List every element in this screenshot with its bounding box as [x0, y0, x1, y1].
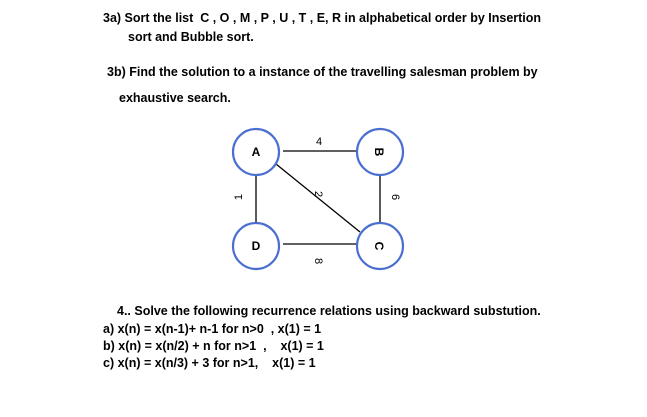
edge-d-c-weight: 8 [312, 257, 324, 265]
question-3b-line-2: exhaustive search. [119, 91, 231, 105]
question-4-part-c: c) x(n) = x(n/3) + 3 for n>1, x(1) = 1 [103, 356, 316, 370]
question-3a-line-2: sort and Bubble sort. [128, 30, 254, 44]
edge-a-c [276, 164, 360, 232]
node-b [357, 129, 403, 175]
node-d-label: D [251, 239, 261, 253]
edge-b-c-weight: 6 [389, 193, 401, 201]
edge-a-b-weight: 4 [315, 136, 323, 148]
node-c-label: C [372, 241, 386, 251]
node-a-label: A [251, 145, 261, 159]
question-4-title: 4.. Solve the following recurrence relations using backward substution. [117, 304, 541, 318]
question-4-part-a: a) x(n) = x(n-1)+ n-1 for n>0 , x(1) = 1 [103, 322, 322, 336]
node-a [233, 129, 279, 175]
node-c [357, 223, 403, 269]
node-d [233, 223, 279, 269]
question-3a-line-1: 3a) Sort the list C , O , M , P , U , T , E, R in alphabetical order by Insertion [103, 11, 542, 25]
question-4-part-b: b) x(n) = x(n/2) + n for n>1 , x(1) = 1 [103, 339, 324, 353]
question-3b-line-1: 3b) Find the solution to a instance of the travelling salesman problem by [107, 65, 538, 79]
edge-a-c-weight: 2 [312, 190, 324, 198]
edge-a-d-weight: 1 [233, 193, 245, 201]
node-b-label: B [372, 147, 386, 157]
